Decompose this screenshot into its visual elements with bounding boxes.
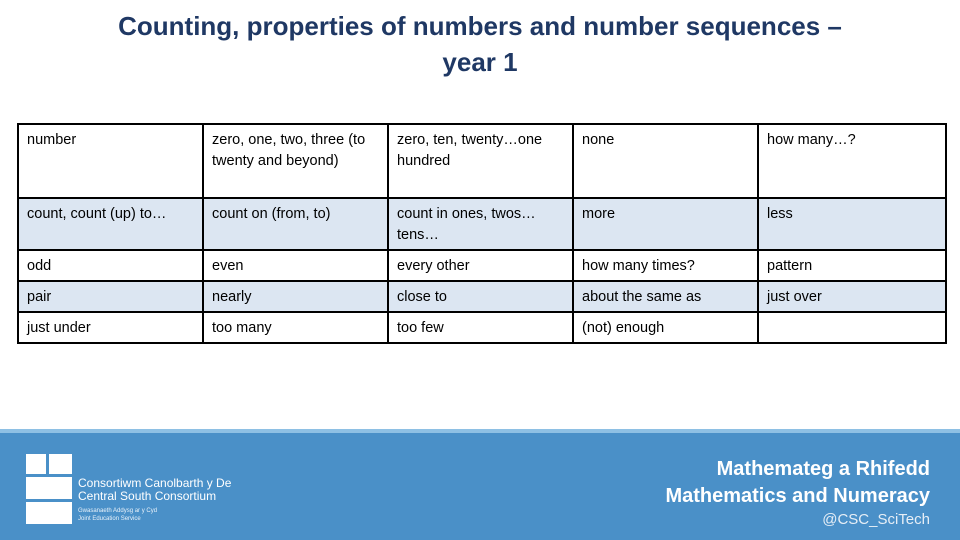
table-cell: count on (from, to) — [203, 198, 388, 250]
table-cell: more — [573, 198, 758, 250]
table-row — [18, 312, 946, 343]
table-row — [18, 281, 946, 312]
table-cell: every other — [388, 250, 573, 281]
page-title-line-1: Counting, properties of numbers and number sequences – — [118, 11, 842, 41]
table-cell: nearly — [203, 281, 388, 312]
table-row — [18, 124, 946, 198]
social-handle: @CSC_SciTech — [822, 511, 930, 528]
table-cell: just under — [18, 312, 203, 343]
org-service-welsh: Gwasanaeth Addysg ar y Cyd — [78, 508, 158, 514]
table-cell: zero, one, two, three (to twenty and beyond) — [203, 124, 388, 198]
table-cell: just over — [758, 281, 946, 312]
table-cell: count, count (up) to… — [18, 198, 203, 250]
footer-heading-english: Mathematics and Numeracy — [665, 485, 930, 507]
footer-divider — [0, 429, 960, 433]
table-cell: how many times? — [573, 250, 758, 281]
page-title-line-2: year 1 — [442, 47, 518, 77]
table-cell: none — [573, 124, 758, 198]
footer-heading-welsh: Mathemateg a Rhifedd — [716, 458, 930, 480]
org-name-welsh: Consortiwm Canolbarth y De — [78, 476, 232, 490]
table-cell: close to — [388, 281, 573, 312]
org-service-english: Joint Education Service — [78, 516, 141, 522]
vocabulary-table — [17, 123, 947, 344]
table-cell: zero, ten, twenty…one hundred — [388, 124, 573, 198]
table-cell — [758, 312, 946, 343]
table-cell: even — [203, 250, 388, 281]
table-cell: about the same as — [573, 281, 758, 312]
table-row — [18, 250, 946, 281]
org-name-english: Central South Consortium — [78, 489, 217, 503]
table-cell: count in ones, twos…tens… — [388, 198, 573, 250]
consortium-logo-icon — [26, 454, 72, 524]
page-title — [60, 8, 900, 80]
table-cell: pattern — [758, 250, 946, 281]
table-cell: how many…? — [758, 124, 946, 198]
table-cell: less — [758, 198, 946, 250]
table-row — [18, 198, 946, 250]
table-cell: pair — [18, 281, 203, 312]
table-cell: odd — [18, 250, 203, 281]
table-cell: too many — [203, 312, 388, 343]
table-cell: number — [18, 124, 203, 198]
table-cell: (not) enough — [573, 312, 758, 343]
table-cell: too few — [388, 312, 573, 343]
